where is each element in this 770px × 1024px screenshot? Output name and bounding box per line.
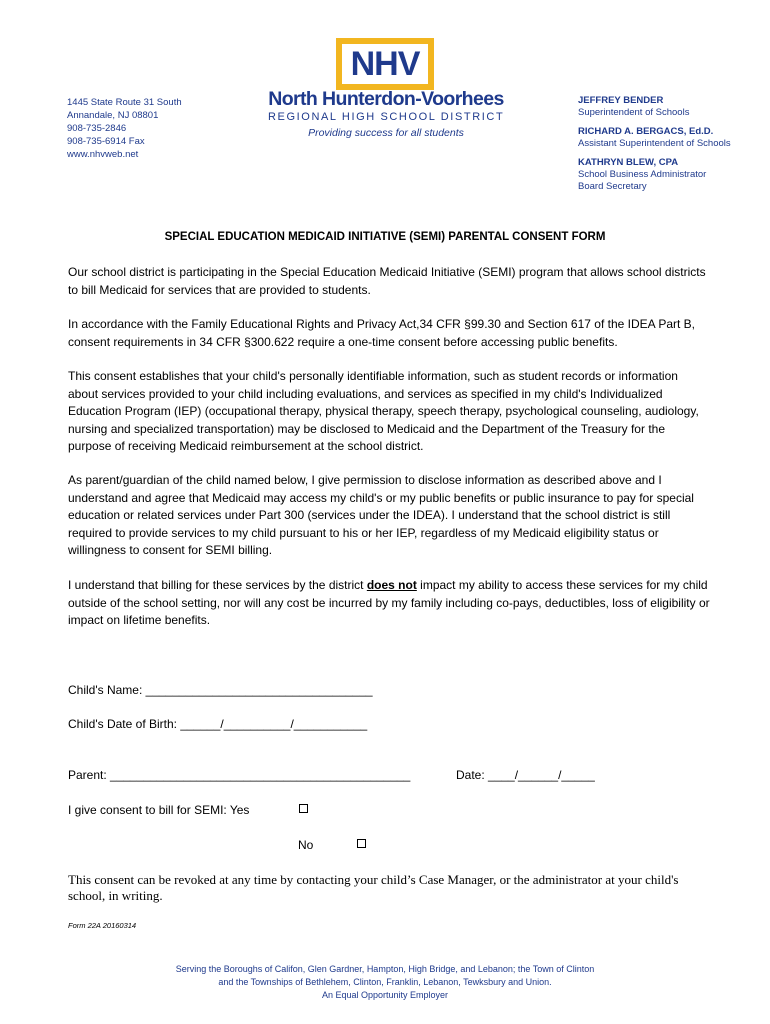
logo-text: NHV xyxy=(350,45,420,83)
revoke-notice: This consent can be revoked at any time by contacting your child’s Case Manager, or the administrator at your child's school, in writing. xyxy=(68,872,679,903)
administrator-entry xyxy=(578,126,731,150)
district-tagline: Providing success for all students xyxy=(308,127,464,139)
district-logo xyxy=(336,38,434,90)
billing-emphasis: does not xyxy=(366,578,417,592)
phone-number: 908-735-2846 xyxy=(67,123,127,134)
footer-line: Serving the Boroughs of Califon, Glen Gardner, Hampton, High Bridge, and Lebanon; the Town of Clinton xyxy=(175,964,595,974)
paragraph-text: Our school district is participating in the Special Education Medicaid Initiative (SEMI) program that allows school districts to bill Medicaid for services that are provided to students. xyxy=(68,265,706,297)
address-line: Annandale, NJ 08801 xyxy=(67,110,159,121)
footer-line: and the Townships of Bethlehem, Clinton, Franklin, Lebanon, Tewksbury and Union. xyxy=(218,977,552,987)
administrator-title: School Business Administrator xyxy=(578,169,707,180)
consent-yes-checkbox[interactable] xyxy=(299,804,308,813)
administrator-entry xyxy=(578,157,731,193)
billing-text-before: I understand that billing for these services by the district xyxy=(68,578,367,592)
administrator-title: Superintendent of Schools xyxy=(578,107,690,118)
consent-label: I give consent to bill for SEMI: Yes xyxy=(68,803,250,817)
paragraph-text xyxy=(68,577,710,630)
district-address xyxy=(67,96,182,161)
district-subtitle: REGIONAL HIGH SCHOOL DISTRICT xyxy=(268,111,505,123)
administrator-title: Assistant Superintendent of Schools xyxy=(578,138,731,149)
address-line: 1445 State Route 31 South xyxy=(67,97,182,108)
consent-no-label: No xyxy=(298,838,314,852)
footer-line: An Equal Opportunity Employer xyxy=(321,990,449,1000)
administrator-title: Board Secretary xyxy=(578,181,647,192)
form-title: SPECIAL EDUCATION MEDICAID INITIATIVE (SEMI) PARENTAL CONSENT FORM xyxy=(164,231,606,243)
paragraph-billing xyxy=(68,577,710,630)
paragraph-text: As parent/guardian of the child named below, I give permission to disclose information as described above and I understand and agree that Medicaid may access my child's or my public benefits or public insurance to pay for special education or related services under Part 300 (services under the IDEA). I understand that the school district is still required to provide services to my child pursuant to his or her IEP, regardless of my Medicaid eligibility status or willingness to consent for SEMI billing. xyxy=(68,473,694,557)
consent-no-checkbox[interactable] xyxy=(357,839,366,848)
administrators-list xyxy=(578,95,731,200)
child-name-field[interactable]: Child's Name: __________________________________ xyxy=(68,683,373,697)
fax-number: 908-735-6914 Fax xyxy=(67,136,145,147)
paragraph-text: This consent establishes that your child's personally identifiable information, such as student records or information about services provided to your child including evaluations, and services as specified in my child's Individualized Education Program (IEP) (occupational therapy, physical therapy, speech therapy, psychological counseling, audiology, nursing and specialized transportation) may be disclosed to Medicaid and the Department of the Treasury for the purpose of receiving Medicaid reimbursement at the school district. xyxy=(68,369,699,453)
date-field[interactable]: Date: ____/______/_____ xyxy=(456,768,595,782)
administrator-name: KATHRYN BLEW, CPA xyxy=(578,157,679,168)
paragraph-consent-scope xyxy=(68,368,710,456)
paragraph-ferpa xyxy=(68,316,710,351)
billing-text-after: impact my ability to access these services for my child outside of the school setting, nor will any cost be incurred by my family including co-pays, deductibles, loss of eligibility or impact on lifetime benefits. xyxy=(68,578,710,627)
paragraph-text: In accordance with the Family Educational Rights and Privacy Act,34 CFR §99.30 and Section 617 of the IDEA Part B, consent requirements in 34 CFR §300.622 require a one-time consent before accessing public benefits. xyxy=(68,317,696,349)
website-link[interactable]: www.nhvweb.net xyxy=(67,149,139,160)
page-footer xyxy=(0,963,770,1002)
parent-signature-field[interactable]: Parent: _____________________________________________ xyxy=(68,768,411,782)
paragraph-permission xyxy=(68,472,710,560)
form-code: Form 22A 20160314 xyxy=(68,921,137,930)
administrator-entry xyxy=(578,95,731,119)
child-dob-field[interactable]: Child's Date of Birth: ______/__________/___________ xyxy=(68,717,368,731)
district-name: North Hunterdon-Voorhees xyxy=(268,88,504,110)
administrator-name: JEFFREY BENDER xyxy=(578,95,664,106)
paragraph-intro xyxy=(68,264,710,299)
administrator-name: RICHARD A. BERGACS, Ed.D. xyxy=(578,126,714,137)
